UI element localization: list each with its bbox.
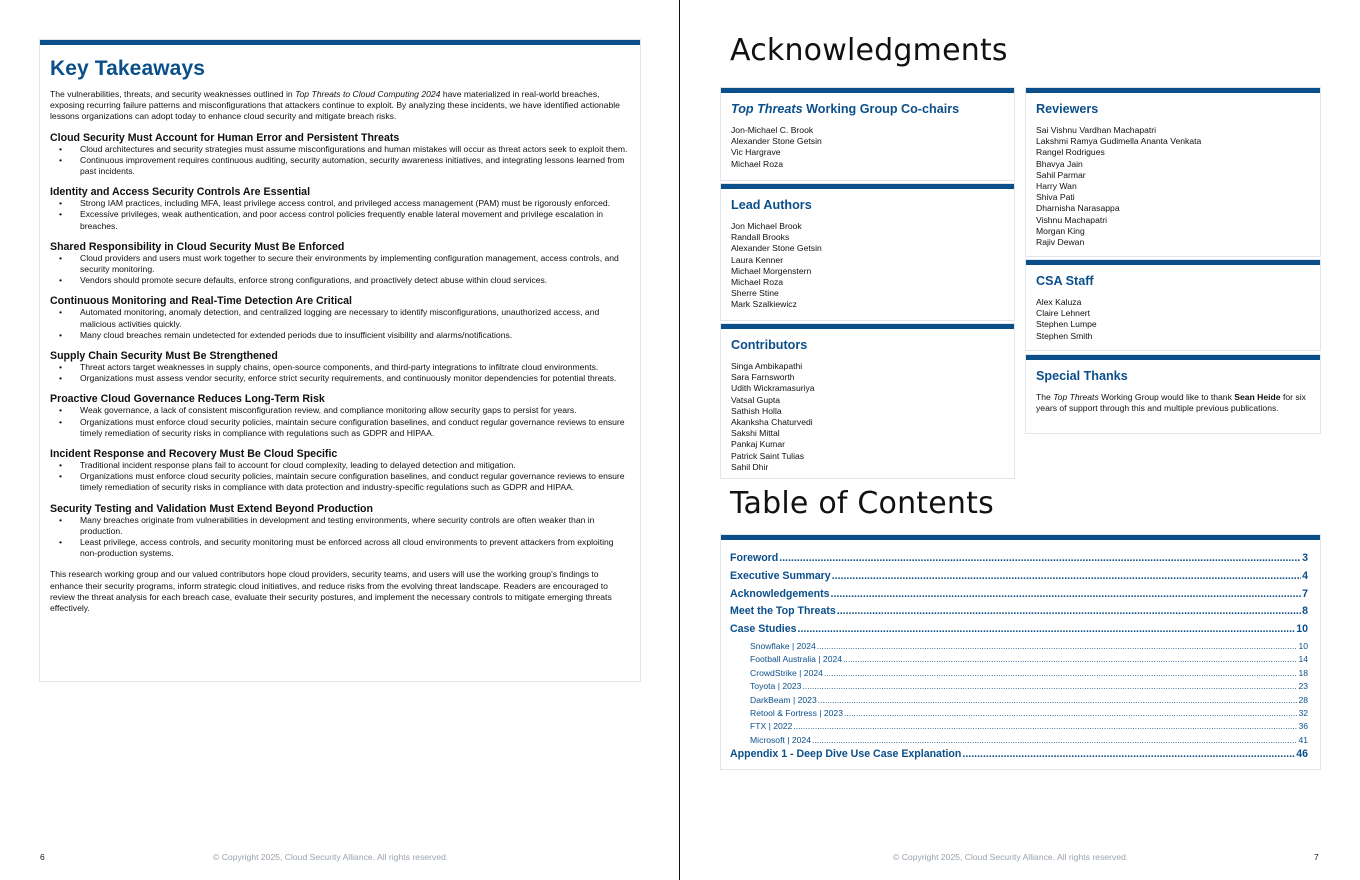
- toc-entry-label: Case Studies: [730, 623, 797, 636]
- person-name: Singa Ambikapathi: [731, 361, 803, 371]
- thanks-text-after: for six years of support through this and multiple previous publications.: [1036, 392, 1306, 414]
- takeaway-heading: Incident Response and Recovery Must Be Cloud Specific: [50, 448, 338, 461]
- toc-dot-leader: [817, 641, 1298, 651]
- takeaway-section: [50, 350, 630, 384]
- bullet-dot-icon: •: [59, 198, 63, 209]
- page-number-right: 7: [1314, 852, 1319, 862]
- toc-entry-label: Football Australia | 2024: [750, 654, 843, 665]
- takeaway-heading: Security Testing and Validation Must Extend Beyond Production: [50, 502, 373, 515]
- cochairs-title-italic: Top Threats: [731, 102, 803, 116]
- person-name: Claire Lehnert: [1036, 308, 1090, 319]
- toc-entry[interactable]: [730, 641, 1308, 654]
- toc-entry-page: 32: [1298, 707, 1308, 718]
- toc-dot-leader: [802, 681, 1297, 691]
- takeaway-section: [50, 132, 630, 178]
- bullet-dot-icon: •: [59, 537, 63, 548]
- takeaway-bullet: [50, 515, 630, 537]
- bullet-dot-icon: •: [59, 275, 63, 286]
- special-thanks-text: [1036, 392, 1310, 414]
- intro-text-after: have materialized in real-world breaches, exposing recurring failure patterns and misconfigurations that attackers continue to exploit. By analyzing these incidents, we have identified actionable lessons organizations can adopt today to enhance cloud security and mitigate breach risks.: [50, 89, 620, 122]
- csa-staff-card: [1026, 260, 1320, 350]
- cochairs-title-rest: Working Group Co-chairs: [802, 102, 960, 116]
- toc-entry[interactable]: [730, 605, 1308, 623]
- toc-entry[interactable]: [730, 681, 1308, 694]
- toc-dot-leader: [962, 748, 1295, 760]
- person-name: Alexander Stone Getsin: [731, 136, 822, 147]
- toc-dot-leader: [843, 654, 1297, 664]
- takeaway-bullet: [50, 460, 630, 471]
- cochairs-title: [731, 101, 1004, 117]
- takeaway-bullet-text: Organizations must enforce cloud security policies, maintain secure configuration baselines, and conduct regular governance reviews to ensure timely remediation of security risks in compliance with regulations such as GDPR and HIPAA.: [80, 416, 625, 438]
- takeaway-bullet-text: Strong IAM practices, including MFA, least privilege access control, and privileged access management (PAM) must be rigorously enforced.: [80, 198, 611, 209]
- toc-entry[interactable]: [730, 623, 1308, 641]
- takeaway-bullet-text: Continuous improvement requires continuous auditing, security automation, security awareness initiatives, and integrating lessons learned from past incidents.: [80, 154, 625, 177]
- toc-entry-label: Acknowledgements: [730, 587, 830, 600]
- thanks-text-before: The: [1036, 392, 1054, 402]
- toc-entry-page: 8: [1302, 605, 1308, 618]
- person-name: Alexander Stone Getsin: [731, 243, 822, 254]
- special-thanks-card: [1026, 355, 1320, 433]
- person-name: Sathish Holla: [731, 405, 782, 416]
- toc-dot-leader: [831, 588, 1302, 600]
- toc-entry-page: 23: [1298, 681, 1308, 692]
- bullet-dot-icon: •: [59, 143, 63, 154]
- person-name: Sai Vishnu Vardhan Machapatri: [1036, 125, 1157, 135]
- takeaway-bullet-text: Automated monitoring, anomaly detection, and centralized logging are necessary to identify misconfigurations, unauthorized access, and malicious activities quickly.: [80, 307, 600, 329]
- toc-entry-label: Appendix 1 - Deep Dive Use Case Explanation: [730, 748, 962, 761]
- person-name: Sahil Parmar: [1036, 169, 1086, 180]
- person-name: Udith Wickramasuriya: [731, 383, 815, 394]
- csa-staff-title: CSA Staff: [1036, 274, 1094, 288]
- person-name: Pankaj Kumar: [731, 439, 785, 450]
- takeaway-bullet-list: [50, 198, 630, 232]
- toc-dot-leader: [844, 708, 1297, 718]
- person-name: Michael Roza: [731, 277, 784, 288]
- special-thanks-title: Special Thanks: [1036, 369, 1128, 383]
- bullet-dot-icon: •: [59, 307, 63, 318]
- toc-dot-leader: [818, 695, 1298, 705]
- toc-entry-label: Retool & Fortress | 2023: [750, 707, 843, 718]
- person-name: Sherre Stine: [731, 288, 779, 299]
- person-name: Vatsal Gupta: [731, 394, 781, 405]
- person-name: Stephen Lumpe: [1036, 319, 1097, 330]
- lead-authors-title: Lead Authors: [731, 198, 812, 212]
- takeaway-bullet-text: Cloud architectures and security strategies must assume misconfigurations and human mistakes will occur as threat actors seek to exploit them.: [80, 143, 628, 154]
- cochairs-card: [721, 88, 1014, 180]
- person-name: Sahil Dhir: [731, 461, 769, 472]
- key-takeaways-title: Key Takeaways: [50, 57, 206, 80]
- takeaway-heading: Proactive Cloud Governance Reduces Long-Term Risk: [50, 393, 325, 406]
- toc-entry[interactable]: [730, 668, 1308, 681]
- page-number-left: 6: [40, 852, 45, 862]
- bullet-dot-icon: •: [59, 154, 63, 165]
- takeaway-bullet: [50, 144, 630, 155]
- person-name: Mark Szalkiewicz: [731, 299, 797, 310]
- person-name: Stephen Smith: [1036, 330, 1093, 341]
- person-name: Patrick Saint Tulias: [731, 450, 805, 461]
- reviewers-card: [1026, 88, 1320, 256]
- toc-entry[interactable]: [730, 552, 1308, 570]
- bullet-dot-icon: •: [59, 329, 63, 340]
- takeaway-heading: Identity and Access Security Controls Are Essential: [50, 186, 311, 199]
- takeaway-bullet-text: Weak governance, a lack of consistent misconfiguration review, and compliance monitoring allow security gaps to persist for years.: [80, 405, 577, 416]
- person-name: Morgan King: [1036, 225, 1085, 236]
- thanks-text-bold: Sean Heide: [1234, 392, 1281, 402]
- takeaway-bullet-list: [50, 362, 630, 384]
- toc-entry[interactable]: [730, 570, 1308, 588]
- takeaway-bullet: [50, 209, 630, 231]
- bullet-dot-icon: •: [59, 373, 63, 384]
- person-name: Laura Kenner: [731, 254, 784, 265]
- takeaway-bullet: [50, 307, 630, 329]
- person-name: Sakshi Mittal: [731, 428, 780, 439]
- toc-entry[interactable]: [730, 654, 1308, 667]
- toc-dot-leader: [779, 552, 1301, 564]
- takeaway-bullet-text: Many cloud breaches remain undetected for extended periods due to insufficient visibility and alarms/notifications.: [80, 329, 513, 340]
- toc-dot-leader: [812, 735, 1297, 745]
- toc-dot-leader: [824, 668, 1298, 678]
- person-name: Alex Kaluza: [1036, 297, 1082, 307]
- takeaway-section: [50, 295, 630, 341]
- toc-entry-page: 18: [1298, 667, 1308, 678]
- takeaway-bullet: [50, 362, 630, 373]
- toc-entry[interactable]: [730, 695, 1308, 708]
- takeaway-bullet-list: [50, 515, 630, 560]
- footer-right: © Copyright 2025, Cloud Security Alliance. All rights reserved.: [893, 852, 1129, 862]
- takeaway-section: [50, 448, 630, 494]
- takeaway-section: [50, 241, 630, 287]
- person-name: Harry Wan: [1036, 181, 1077, 192]
- takeaway-heading: Supply Chain Security Must Be Strengthened: [50, 350, 278, 363]
- takeaway-bullet-text: Least privilege, access controls, and security monitoring must be enforced across all cloud environments to prevent attackers from exploiting non-production systems.: [80, 537, 614, 559]
- toc-card: [721, 535, 1320, 769]
- key-takeaways-card: [40, 40, 640, 681]
- person-name: Jon Michael Brook: [731, 221, 802, 231]
- takeaway-bullet-list: [50, 460, 630, 494]
- takeaway-section: [50, 186, 630, 232]
- key-takeaways-outro: This research working group and our valued contributors hope cloud providers, security teams, and users will use the working group's findings to enhance their security programs, inform strategic cloud initiatives, and reduce risks from the evolving threat landscape. Readers are encouraged to review the threat analysis for each breach case, evaluate their security postures, and implement the necessary controls to mitigate emerging threats effectively.: [50, 569, 612, 614]
- toc-entry-label: CrowdStrike | 2024: [750, 667, 823, 678]
- bullet-dot-icon: •: [59, 209, 63, 220]
- toc-entry-page: 10: [1298, 640, 1308, 651]
- toc-entry-label: DarkBeam | 2023: [750, 694, 817, 705]
- person-name: Michael Morgenstern: [731, 265, 812, 276]
- person-name: Sara Farnsworth: [731, 372, 795, 383]
- takeaway-bullet-text: Vendors should promote secure defaults, enforce strong configurations, and proactively detect abuse within cloud services.: [80, 275, 548, 286]
- toc-entry-page: 10: [1296, 623, 1308, 636]
- toc-entry-label: Snowflake | 2024: [750, 640, 816, 651]
- toc-entry[interactable]: [730, 748, 1308, 766]
- contributors-card: [721, 324, 1014, 478]
- contributors-title: Contributors: [731, 338, 808, 352]
- bullet-dot-icon: •: [59, 252, 63, 263]
- person-name: Dharnisha Narasappa: [1036, 203, 1120, 214]
- bullet-dot-icon: •: [59, 405, 63, 416]
- toc-list: [730, 552, 1308, 766]
- takeaway-bullet: [50, 198, 630, 209]
- takeaway-bullet-text: Organizations must enforce cloud security policies, maintain secure configuration baselines, and conduct regular governance reviews to ensure timely remediation of security risks in compliance with data protection and industry-specific regulations such as GDPR and HIPAA.: [80, 471, 625, 493]
- toc-entry[interactable]: [730, 735, 1308, 748]
- thanks-text-middle: Working Group would like to thank: [1098, 392, 1235, 402]
- takeaway-bullet: [50, 405, 630, 416]
- takeaway-bullet-text: Many breaches originate from vulnerabilities in development and testing environments, where security controls are often weaker than in production.: [80, 514, 595, 536]
- acknowledgments-title: Acknowledgments: [730, 33, 1008, 68]
- thanks-text-italic: Top Threats: [1053, 392, 1099, 402]
- person-name: Shiva Pati: [1036, 192, 1075, 203]
- bullet-dot-icon: •: [59, 460, 63, 471]
- toc-entry-label: Meet the Top Threats: [730, 605, 836, 618]
- takeaway-bullet-text: Excessive privileges, weak authentication, and poor access control policies frequently enable lateral movement and privilege escalation in breaches.: [80, 209, 604, 231]
- person-name: Rajiv Dewan: [1036, 237, 1085, 248]
- toc-entry-label: FTX | 2022: [750, 721, 793, 732]
- toc-entry[interactable]: [730, 708, 1308, 721]
- bullet-dot-icon: •: [59, 416, 63, 427]
- takeaway-bullet-text: Traditional incident response plans fail to account for cloud complexity, leading to delayed detection and mitigation.: [80, 460, 516, 471]
- lead-authors-card: [721, 184, 1014, 320]
- takeaway-bullet: [50, 155, 630, 177]
- person-name: Michael Roza: [731, 158, 784, 169]
- takeaway-bullet-text: Organizations must assess vendor security, enforce strict security requirements, and continuously monitor dependencies for potential threats.: [80, 373, 617, 384]
- takeaway-bullet: [50, 373, 630, 384]
- takeaway-heading: Cloud Security Must Account for Human Error and Persistent Threats: [50, 131, 400, 144]
- takeaway-section: [50, 503, 630, 560]
- takeaway-bullet-list: [50, 307, 630, 341]
- toc-entry-label: Microsoft | 2024: [750, 734, 811, 745]
- reviewers-title: Reviewers: [1036, 102, 1099, 116]
- footer-left: © Copyright 2025, Cloud Security Alliance. All rights reserved.: [213, 852, 449, 862]
- lead-authors-names: [731, 221, 1004, 311]
- person-name: Vishnu Machapatri: [1036, 214, 1108, 225]
- takeaway-bullet: [50, 253, 630, 275]
- person-name: Vic Hargrave: [731, 147, 781, 158]
- person-name: Lakshmi Ramya Gudimella Ananta Venkata: [1036, 136, 1202, 147]
- takeaway-bullet-text: Threat actors target weaknesses in supply chains, open-source components, and third-party integrations to infiltrate cloud environments.: [80, 362, 599, 373]
- contributors-names: [731, 361, 1004, 473]
- person-name: Rangel Rodrigues: [1036, 147, 1105, 158]
- takeaway-bullet-list: [50, 405, 630, 439]
- takeaway-section: [50, 393, 630, 439]
- toc-entry-page: 3: [1302, 552, 1308, 564]
- reviewers-names: [1036, 125, 1310, 248]
- intro-text-before: The vulnerabilities, threats, and security weaknesses outlined in: [50, 89, 296, 99]
- takeaway-bullet: [50, 275, 630, 286]
- bullet-dot-icon: •: [59, 514, 63, 525]
- takeaway-bullet: [50, 537, 630, 559]
- toc-entry[interactable]: [730, 721, 1308, 734]
- takeaway-bullet-list: [50, 144, 630, 178]
- person-name: Akanksha Chaturvedi: [731, 417, 813, 428]
- toc-entry-page: 7: [1302, 587, 1308, 600]
- toc-entry-label: Executive Summary: [730, 569, 831, 582]
- person-name: Jon-Michael C. Brook: [731, 125, 814, 135]
- bullet-dot-icon: •: [59, 471, 63, 482]
- toc-entry-label: Toyota | 2023: [750, 681, 802, 692]
- toc-title: Table of Contents: [730, 486, 994, 521]
- toc-entry-page: 14: [1298, 654, 1308, 665]
- takeaway-heading: Shared Responsibility in Cloud Security Must Be Enforced: [50, 240, 345, 253]
- person-name: Randall Brooks: [731, 232, 790, 243]
- key-takeaways-sections: [50, 132, 630, 560]
- takeaway-bullet: [50, 330, 630, 341]
- toc-entry-page: 4: [1302, 569, 1308, 582]
- person-name: Bhavya Jain: [1036, 158, 1083, 169]
- toc-entry-page: 46: [1296, 748, 1308, 761]
- takeaway-bullet-text: Cloud providers and users must work together to secure their environments by implementing configuration management, access controls, and security monitoring.: [80, 252, 619, 275]
- toc-entry-label: Foreword: [730, 552, 779, 564]
- toc-dot-leader: [837, 605, 1301, 617]
- csa-staff-names: [1036, 297, 1310, 342]
- takeaway-bullet: [50, 471, 630, 493]
- toc-entry-page: 28: [1298, 694, 1308, 705]
- toc-dot-leader: [832, 570, 1301, 582]
- bullet-dot-icon: •: [59, 362, 63, 373]
- cochairs-names: [731, 125, 1004, 170]
- key-takeaways-intro: [50, 89, 630, 123]
- toc-dot-leader: [793, 721, 1297, 731]
- intro-text-italic: Top Threats to Cloud Computing 2024: [295, 89, 441, 99]
- toc-entry-page: 36: [1298, 721, 1308, 732]
- toc-entry-page: 41: [1298, 734, 1308, 745]
- toc-dot-leader: [798, 623, 1296, 635]
- takeaway-heading: Continuous Monitoring and Real-Time Detection Are Critical: [50, 295, 352, 308]
- takeaway-bullet: [50, 417, 630, 439]
- takeaway-bullet-list: [50, 253, 630, 287]
- toc-entry[interactable]: [730, 588, 1308, 606]
